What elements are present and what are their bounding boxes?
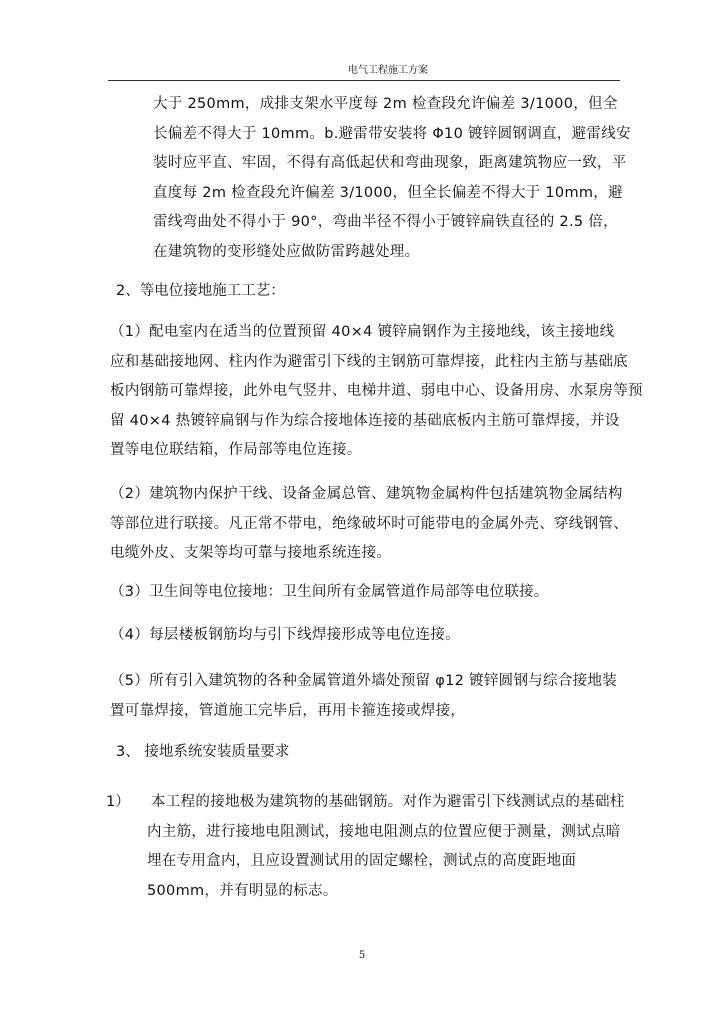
text-line: 大于 250mm，成排支架水平度每 2m 检查段允许偏差 3/1000，但全 (153, 96, 618, 112)
text-line: 雷线弯曲处不得小于 90°，弯曲半径不得小于镀锌扁铁直径的 2.5 倍， (153, 214, 618, 230)
page-number: 5 (358, 950, 366, 961)
text-line: 直度每 2m 检查段允许偏差 3/1000，但全长偏差不得大于 10mm，避 (153, 184, 623, 201)
text-line: 置可靠焊接，管道施工完毕后，再用卡箍连接或焊接， (110, 702, 466, 719)
text-line: 内主筋，进行接地电阻测试，接地电阻测点的位置应便于测量，测试点暗 (147, 823, 621, 840)
header-title: 电气工程施工方案 (348, 65, 428, 76)
paragraph-3 (110, 578, 618, 608)
text-line: 在建筑物的变形缝处应做防雷跨越处理。 (153, 243, 420, 260)
page-header (108, 64, 620, 81)
text-line: 长偏差不得大于 10mm。b.避雷带安装将 Φ10 镀锌圆钢调直，避雷线安 (153, 125, 631, 142)
section-heading-3: 3、 接地系统安装质量要求 (116, 744, 290, 760)
text-line: 留 40×4 热镀锌扁钢与作为综合接地体连接的基础底板内主筋可靠焊接，并设 (110, 412, 620, 429)
paragraph-5 (110, 667, 618, 726)
continuation-paragraph (153, 90, 631, 267)
text-line: 500mm，并有明显的标志。 (147, 882, 338, 899)
text-line: 本工程的接地极为建筑物的基础钢筋。对作为避雷引下线测试点的基础柱 (151, 794, 625, 810)
text-line: 置等电位联结箱，作局部等电位连接。 (110, 442, 362, 458)
text-line: 电缆外皮、支架等均可靠与接地系统连接。 (110, 545, 392, 561)
paragraph-2 (110, 480, 628, 569)
text-line: （5）所有引入建筑物的各种金属管道外墙处预留 φ12 镀锌圆钢与综合接地装 (110, 673, 618, 689)
text-line: 板内钢筋可靠焊接，此外电气竖井、电梯井道、弱电中心、设备用房、水泵房等预 (110, 383, 643, 399)
text-line: （2）建筑物内保护干线、设备金属总管、建筑物金属构件包括建筑物金属结构 (110, 486, 623, 502)
text-line: 装时应平直、牢固，不得有高低起伏和弯曲现象，距离建筑物应一致，平 (153, 155, 627, 171)
text-line: 等部位进行联接。凡正常不带电，绝缘破坏时可能带电的金属外壳、穿线钢管、 (110, 515, 628, 532)
text-line: 埋在专用盒内，且应设置测试用的固定螺栓，测试点的高度距地面 (147, 853, 577, 869)
list-item-number: 1） (106, 794, 130, 810)
text-line: （1）配电室内在适当的位置预留 40×4 镀锌扁钢作为主接地线，该主接地线 (110, 324, 615, 340)
text-line: （4）每层楼板钢筋均与引下线焊接形成等电位连接。 (110, 627, 460, 643)
section-heading-2: 2、等电位接地施工工艺： (116, 283, 285, 299)
paragraph-1 (110, 318, 643, 466)
text-line: （3）卫生间等电位接地：卫生间所有金属管道作局部等电位联接。 (110, 584, 549, 600)
text-line: 应和基础接地网、柱内作为避雷引下线的主钢筋可靠焊接，此柱内主筋与基础底 (110, 353, 628, 370)
list-item-text (147, 788, 625, 906)
paragraph-4 (110, 621, 618, 651)
